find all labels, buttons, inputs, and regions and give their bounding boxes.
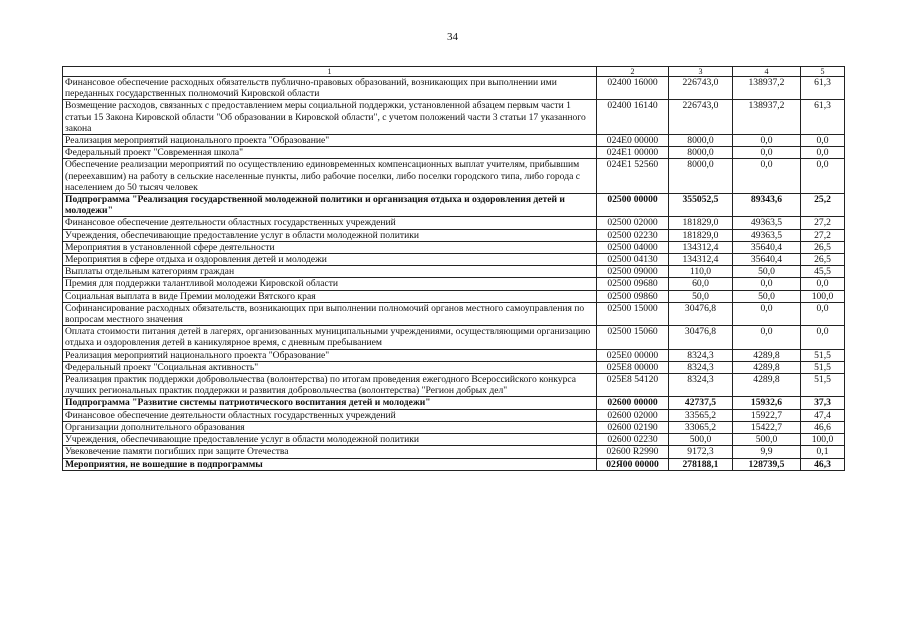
column-number: 5 xyxy=(801,67,845,77)
row-value-planned: 278188,1 xyxy=(669,458,733,470)
row-value-planned: 33565,2 xyxy=(669,409,733,421)
row-code: 02600 R2990 xyxy=(597,446,669,458)
row-value-actual: 4289,8 xyxy=(733,361,801,373)
row-value-planned: 8324,3 xyxy=(669,349,733,361)
row-value-percent: 0,0 xyxy=(801,147,845,159)
row-value-actual: 15422,7 xyxy=(733,421,801,433)
row-value-actual: 4289,8 xyxy=(733,349,801,361)
table-row xyxy=(63,409,845,421)
row-name: Финансовое обеспечение расходных обязательств публично-правовых образований, возникающих при выполнении ими переданных государственных полномочий Кировской области xyxy=(63,77,597,100)
row-name: Обеспечение реализации мероприятий по осуществлению единовременных компенсационных выплат учителям, прибывшим (переехавшим) на работу в сельские населенные пункты, либо рабочие поселки, либо поселки городского типа, либо города с населением до 50 тысяч человек xyxy=(63,159,597,194)
row-value-percent: 61,3 xyxy=(801,100,845,135)
page-number: 34 xyxy=(447,31,458,43)
row-value-percent: 37,3 xyxy=(801,397,845,409)
row-name: Подпрограмма "Развитие системы патриотического воспитания детей и молодежи" xyxy=(63,397,597,409)
table-row xyxy=(63,278,845,290)
row-name: Учреждения, обеспечивающие предоставление услуг в области молодежной политики xyxy=(63,434,597,446)
column-number-row xyxy=(63,67,845,77)
row-code: 02600 02000 xyxy=(597,409,669,421)
row-value-percent: 61,3 xyxy=(801,77,845,100)
row-value-planned: 500,0 xyxy=(669,434,733,446)
table-row xyxy=(63,421,845,433)
table-row xyxy=(63,349,845,361)
row-value-planned: 355052,5 xyxy=(669,194,733,217)
row-value-actual: 49363,5 xyxy=(733,217,801,229)
row-name: Софинансирование расходных обязательств, возникающих при выполнении полномочий органов местного самоуправления по вопросам местного значения xyxy=(63,302,597,325)
row-value-planned: 33065,2 xyxy=(669,421,733,433)
row-code: 02400 16140 xyxy=(597,100,669,135)
row-value-percent: 46,6 xyxy=(801,421,845,433)
row-code: 02500 02000 xyxy=(597,217,669,229)
row-value-actual: 49363,5 xyxy=(733,229,801,241)
row-value-actual: 128739,5 xyxy=(733,458,801,470)
row-name: Мероприятия в установленной сфере деятельности xyxy=(63,241,597,253)
row-value-percent: 0,0 xyxy=(801,135,845,147)
row-value-planned: 8324,3 xyxy=(669,361,733,373)
row-value-actual: 0,0 xyxy=(733,278,801,290)
row-value-actual: 0,0 xyxy=(733,159,801,194)
row-value-actual: 138937,2 xyxy=(733,100,801,135)
row-code: 024Е1 00000 xyxy=(597,147,669,159)
row-code: 024Е1 52560 xyxy=(597,159,669,194)
row-code: 02Я00 00000 xyxy=(597,458,669,470)
table-row xyxy=(63,229,845,241)
row-value-planned: 50,0 xyxy=(669,290,733,302)
row-code: 02500 04000 xyxy=(597,241,669,253)
table-row xyxy=(63,374,845,397)
table-row xyxy=(63,194,845,217)
row-value-percent: 51,5 xyxy=(801,374,845,397)
row-value-actual: 15932,6 xyxy=(733,397,801,409)
row-name: Финансовое обеспечение деятельности областных государственных учреждений xyxy=(63,217,597,229)
table-row xyxy=(63,254,845,266)
row-name: Мероприятия в сфере отдыха и оздоровления детей и молодежи xyxy=(63,254,597,266)
row-value-percent: 25,2 xyxy=(801,194,845,217)
column-number: 3 xyxy=(669,67,733,77)
row-value-planned: 181829,0 xyxy=(669,229,733,241)
row-value-actual: 0,0 xyxy=(733,147,801,159)
row-value-planned: 42737,5 xyxy=(669,397,733,409)
row-name: Премия для поддержки талантливой молодежи Кировской области xyxy=(63,278,597,290)
row-value-planned: 8000,0 xyxy=(669,135,733,147)
row-value-planned: 181829,0 xyxy=(669,217,733,229)
row-code: 02600 02190 xyxy=(597,421,669,433)
table-row xyxy=(63,397,845,409)
row-name: Реализация мероприятий национального проекта "Образование" xyxy=(63,135,597,147)
row-value-percent: 51,5 xyxy=(801,361,845,373)
table-row xyxy=(63,77,845,100)
row-value-planned: 226743,0 xyxy=(669,77,733,100)
row-name: Увековечение памяти погибших при защите Отечества xyxy=(63,446,597,458)
table-row xyxy=(63,266,845,278)
row-value-actual: 35640,4 xyxy=(733,241,801,253)
row-value-actual: 4289,8 xyxy=(733,374,801,397)
row-value-percent: 26,5 xyxy=(801,254,845,266)
row-value-percent: 100,0 xyxy=(801,434,845,446)
row-name: Реализация практик поддержки добровольчества (волонтерства) по итогам проведения ежегодного Всероссийского конкурса лучших региональных практик поддержки и развития добровольчества (волонтерства) "Регион добрых дел" xyxy=(63,374,597,397)
table-row xyxy=(63,361,845,373)
row-value-actual: 0,0 xyxy=(733,326,801,349)
row-value-actual: 9,9 xyxy=(733,446,801,458)
row-value-actual: 50,0 xyxy=(733,266,801,278)
table-row xyxy=(63,135,845,147)
row-value-percent: 0,0 xyxy=(801,278,845,290)
table-row xyxy=(63,100,845,135)
row-value-percent: 46,3 xyxy=(801,458,845,470)
row-code: 02600 00000 xyxy=(597,397,669,409)
column-number: 4 xyxy=(733,67,801,77)
row-value-percent: 27,2 xyxy=(801,229,845,241)
table-row xyxy=(63,290,845,302)
row-code: 025Е0 00000 xyxy=(597,349,669,361)
table-row xyxy=(63,302,845,325)
table-row xyxy=(63,217,845,229)
row-name: Мероприятия, не вошедшие в подпрограммы xyxy=(63,458,597,470)
budget-table xyxy=(62,66,845,471)
row-value-planned: 9172,3 xyxy=(669,446,733,458)
row-code: 02500 15060 xyxy=(597,326,669,349)
row-code: 02500 09860 xyxy=(597,290,669,302)
row-value-planned: 226743,0 xyxy=(669,100,733,135)
row-value-planned: 8000,0 xyxy=(669,159,733,194)
row-value-actual: 138937,2 xyxy=(733,77,801,100)
row-value-actual: 0,0 xyxy=(733,302,801,325)
row-value-percent: 47,4 xyxy=(801,409,845,421)
row-name: Социальная выплата в виде Премии молодежи Вятского края xyxy=(63,290,597,302)
row-value-actual: 35640,4 xyxy=(733,254,801,266)
row-code: 024Е0 00000 xyxy=(597,135,669,147)
row-name: Оплата стоимости питания детей в лагерях, организованных муниципальными учреждениями, осуществляющими организацию отдыха и оздоровления детей в каникулярное время, с дневным пребыванием xyxy=(63,326,597,349)
row-value-planned: 30476,8 xyxy=(669,302,733,325)
row-code: 025Е8 54120 xyxy=(597,374,669,397)
table-row xyxy=(63,326,845,349)
row-value-planned: 30476,8 xyxy=(669,326,733,349)
row-name: Финансовое обеспечение деятельности областных государственных учреждений xyxy=(63,409,597,421)
row-code: 02500 09680 xyxy=(597,278,669,290)
row-value-planned: 134312,4 xyxy=(669,254,733,266)
row-value-planned: 134312,4 xyxy=(669,241,733,253)
row-value-percent: 100,0 xyxy=(801,290,845,302)
row-value-percent: 0,0 xyxy=(801,159,845,194)
row-value-actual: 0,0 xyxy=(733,135,801,147)
row-value-percent: 27,2 xyxy=(801,217,845,229)
row-value-percent: 0,0 xyxy=(801,302,845,325)
row-value-actual: 500,0 xyxy=(733,434,801,446)
row-value-percent: 0,0 xyxy=(801,326,845,349)
table-row xyxy=(63,458,845,470)
row-name: Организации дополнительного образования xyxy=(63,421,597,433)
row-code: 02500 15000 xyxy=(597,302,669,325)
row-name: Федеральный проект "Социальная активность" xyxy=(63,361,597,373)
column-number: 2 xyxy=(597,67,669,77)
row-value-percent: 0,1 xyxy=(801,446,845,458)
table-row xyxy=(63,446,845,458)
row-value-actual: 89343,6 xyxy=(733,194,801,217)
row-name: Выплаты отдельным категориям граждан xyxy=(63,266,597,278)
row-code: 02500 04130 xyxy=(597,254,669,266)
row-value-percent: 26,5 xyxy=(801,241,845,253)
row-name: Реализация мероприятий национального проекта "Образование" xyxy=(63,349,597,361)
row-value-planned: 8324,3 xyxy=(669,374,733,397)
table-row xyxy=(63,159,845,194)
row-code: 02600 02230 xyxy=(597,434,669,446)
row-name: Подпрограмма "Реализация государственной молодежной политики и организация отдыха и оздоровления детей и молодежи" xyxy=(63,194,597,217)
row-value-actual: 15922,7 xyxy=(733,409,801,421)
row-value-planned: 110,0 xyxy=(669,266,733,278)
row-name: Возмещение расходов, связанных с предоставлением меры социальной поддержки, установленной абзацем первым части 1 статьи 15 Закона Кировской области "Об образовании в Кировской области", с учетом положений части 3 статьи 17 указанного закона xyxy=(63,100,597,135)
column-number: 1 xyxy=(63,67,597,77)
row-code: 02500 02230 xyxy=(597,229,669,241)
row-code: 02400 16000 xyxy=(597,77,669,100)
row-name: Учреждения, обеспечивающие предоставление услуг в области молодежной политики xyxy=(63,229,597,241)
row-value-planned: 60,0 xyxy=(669,278,733,290)
row-value-actual: 50,0 xyxy=(733,290,801,302)
row-name: Федеральный проект "Современная школа" xyxy=(63,147,597,159)
row-value-percent: 45,5 xyxy=(801,266,845,278)
row-value-planned: 8000,0 xyxy=(669,147,733,159)
table-row xyxy=(63,241,845,253)
row-code: 02500 09000 xyxy=(597,266,669,278)
table-row xyxy=(63,434,845,446)
row-code: 02500 00000 xyxy=(597,194,669,217)
row-value-percent: 51,5 xyxy=(801,349,845,361)
row-code: 025Е8 00000 xyxy=(597,361,669,373)
table-row xyxy=(63,147,845,159)
